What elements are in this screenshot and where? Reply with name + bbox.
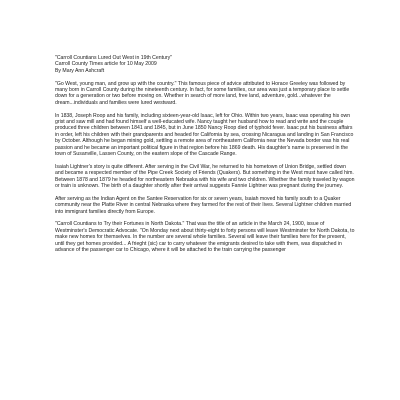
paragraph-north-dakota: "Carroll Countians to Try their Fortunes in North Dakota." That was the title of an article in the March 24, 1900, issue of Westminster's Democratic Advocate. "On Monday next about thirty-eight to forty persons will leave Westminster for North Dakota, to make new homes for themselves. In the number are several whole families. Several will leave their families here for the present, until they get homes provided... A frieght (sic) car to carry whatever the emigrants desired to take with them, was dispatched in advance of the passenger car to Chicago, where it will be attached to the train carrying the passenger: [55, 221, 355, 254]
paragraph-lightner: Isaiah Lightner's story is quite different. After serving in the Civil War, he returned to his hometown of Union Bridge, settled down and became a respected member of the Pipe Creek Society of Friends (Quakers). But something in the West must have called him. Between 1878 and 1879 he headed for northeastern Nebraska with his wife and two children. Whether the family traveled by wagon or train is unknown. The birth of a daughter shortly after their arrival suggests Fannie Lightner was pregnant during the journey.: [55, 163, 355, 190]
paragraph-intro: "Go West, young man, and grow up with the country." This famous piece of advice attributed to Horace Greeley was followed by many born in Carroll County during the nineteenth century. In fact, for some families, our area was just a temporary place to settle down for a generation or two before moving on. Whether in search of more land, free land, adventure, gold...whatever the dream...individuals and families were lured westward.: [55, 80, 350, 106]
article-header: [55, 55, 355, 74]
paragraph-roop: In 1838, Joseph Roop and his family, including sixteen-year-old Isaac, left for Ohio. Within two years, Isaac was operating his own grist and saw mill and had found himself a well-educated wife. Nancy taught her husband how to read and write and the couple produced three children between 1841 and 1845, but in June 1850 Nancy Roop died of typhoid fever. Isaac put his business affairs in order, left his children with their grandparents and headed for California by sea, crossing Nicaragua and landing in San Francisco by October. Although he began mining gold, settling a remote area of northeastern California near the Nevada border was his real passion and he became an important political figure in that region before his 1869 death. His daughter's name is preserved in the town of Susanville, Lassen County, on the eastern slope of the Cascade Range.: [55, 112, 354, 158]
article-title: "Carroll Countians Lured Out West in 19th Century": [55, 55, 172, 61]
publication-line: Carroll County Times article for 10 May 2009: [55, 61, 157, 68]
article-body: [55, 55, 355, 260]
author-byline: By Mary Ann Ashcraft: [55, 67, 105, 74]
paragraph-santee: After serving as the Indian Agent on the Santee Reservation for six or seven years, Isaiah moved his family south to a Quaker community near the Platte River in central Nebraska where they farmed for the rest of their lives. Several Lightner children married into immigrant families directly from Europe.: [55, 195, 352, 215]
